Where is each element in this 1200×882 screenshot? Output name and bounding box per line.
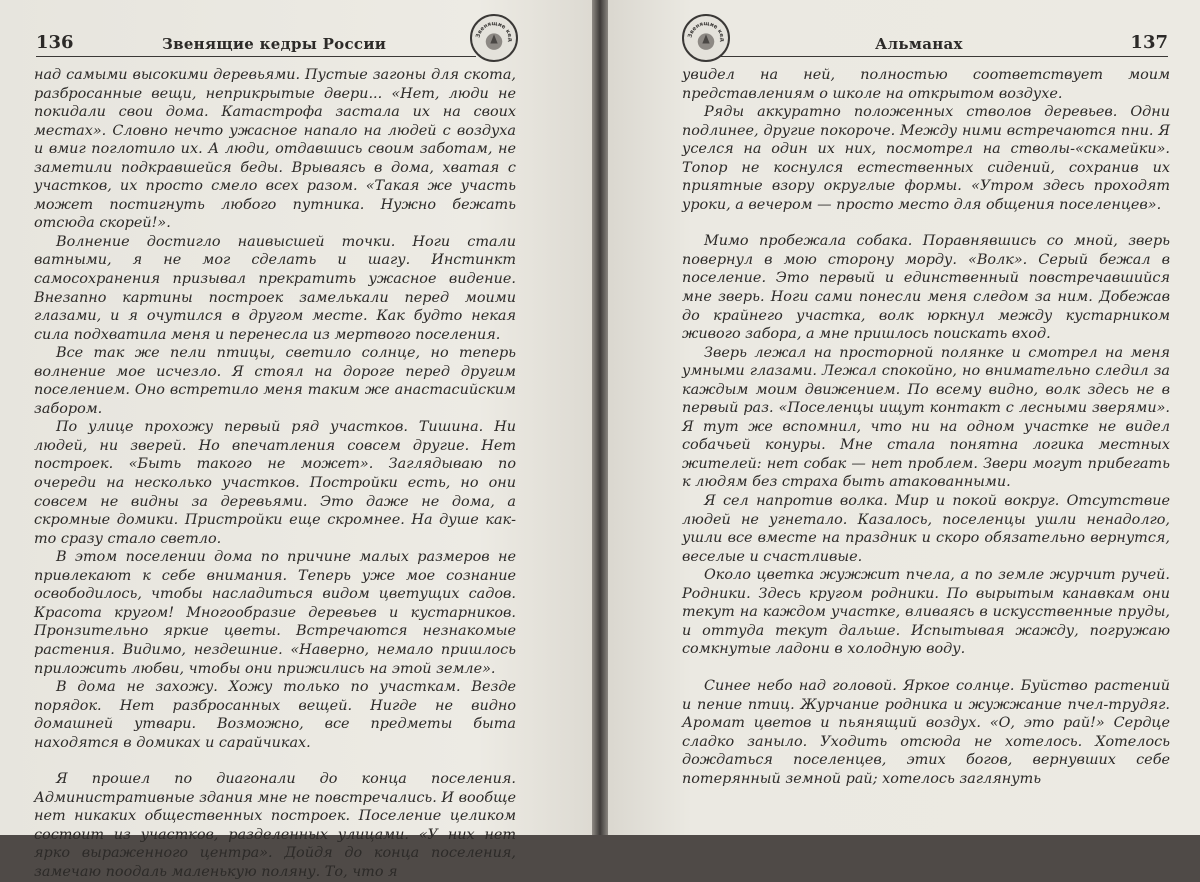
paragraph: над самыми высокими деревьями. Пустые загоны для скота, разбросанные вещи, неприкрытые двери... «Нет, люди не покидали свои дома. Катастрофа застала их на своих местах». Словно нечто ужасное напало на людей с воздуха и вмиг поглотило их. А люди, отдавшись своим заботам, не заметили подкравшейся беды. Врываясь в дома, хватая с участков, их просто смело всех разом. «Такая же участь может постигнуть любого путника. Нужно бежать отсюда скорей!». bbox=[34, 67, 516, 232]
right-page-header bbox=[720, 28, 1168, 57]
left-running-title: Звенящие кедры России bbox=[162, 35, 387, 53]
paragraph: Около цветка жужжит пчела, а по земле журчит ручей. Родники. Здесь кругом родники. По вырытым канавкам они текут на каждом участке, вливаясь в искусственные пруды, и оттуда текут дальше. Испытывая жажду, погружаю сомкнутые ладони в холодную воду. bbox=[682, 567, 1170, 658]
left-page-number: 136 bbox=[36, 32, 74, 53]
right-page-number: 137 bbox=[1130, 32, 1168, 53]
cedar-emblem-icon bbox=[684, 16, 728, 60]
emblem-lettering: Звенящие кед bbox=[475, 21, 513, 42]
paragraph: Я сел напротив волка. Мир и покой вокруг. Отсутствие людей не угнетало. Казалось, поселенцы ушли ненадолго, ушли все вместе на праздник и скоро обязательно вернутся, веселые и счастливые. bbox=[682, 493, 1170, 565]
left-page-header bbox=[36, 28, 476, 57]
paragraph: В дома не захожу. Хожу только по участкам. Везде порядок. Нет разбросанных вещей. Нигде не видно домашней утвари. Возможно, все предметы быта находятся в домиках и сарайчиках. bbox=[34, 679, 516, 751]
paragraph: Я прошел по диагонали до конца поселения. Административные здания мне не повстречались. И вообще нет никаких общественных построек. Поселение целиком состоит из участков, разделенных улицами. «У них нет ярко выраженного центра». Дойдя до конца поселения, замечаю поодаль маленькую поляну. То, что я bbox=[34, 771, 516, 880]
right-page bbox=[602, 0, 1200, 835]
left-page bbox=[0, 0, 598, 880]
right-running-title: Альманах bbox=[875, 35, 963, 53]
paragraph: Волнение достигло наивысшей точки. Ноги стали ватными, я не мог сделать и шагу. Инстинкт самосохранения призывал прекратить ужасное видение. Внезапно картины построек замелькали перед моими глазами, и я очутился в другом месте. Как будто некая сила подхватила меня и перенесла из мертвого поселения. bbox=[34, 233, 516, 343]
paragraph: По улице прохожу первый ряд участков. Тишина. Ни людей, ни зверей. Но впечатления совсем другие. Нет построек. «Быть такого не может». Заглядываю по очереди на несколько участков. Постройки есть, но они совсем не видны за деревьями. Это даже не дома, а скромные домики. Пристройки еще скромнее. На душе как-то сразу стало светло. bbox=[34, 419, 516, 547]
book-gutter bbox=[592, 0, 608, 835]
left-body-text bbox=[34, 66, 516, 882]
right-body-text bbox=[682, 66, 1170, 788]
paragraph: Синее небо над головой. Яркое солнце. Буйство растений и пение птиц. Журчание родника и жужжание пчел-трудяг. Аромат цветов и пьянящий воздух. «О, это рай!» Сердце сладко заныло. Уходить отсюда не хотелось. Хотелось дождаться поселенцев, этих богов, вернувших себе потерянный земной рай; хотелось заглянуть bbox=[682, 677, 1170, 787]
cedar-emblem-icon bbox=[472, 16, 516, 60]
paragraph: Все так же пели птицы, светило солнце, но теперь волнение мое исчезло. Я стоял на дороге перед другим поселением. Оно встретило меня таким же анастасийским забором. bbox=[34, 345, 516, 417]
paragraph: увидел на ней, полностью соответствует моим представлениям о школе на открытом воздухе. bbox=[682, 67, 1170, 102]
emblem-lettering: Звенящие кед bbox=[687, 21, 725, 42]
paragraph: Зверь лежал на просторной полянке и смотрел на меня умными глазами. Лежал спокойно, но внимательно следил за каждым моим движением. По всему видно, волк здесь не в первый раз. «Поселенцы ищут контакт с лесными зверями». Я тут же вспомнил, что ни на одном участке не видел собачьей конуры. Мне стала понятна логика местных жителей: нет собак — нет проблем. Звери могут прибегать к людям без страха быть атакованными. bbox=[682, 344, 1170, 491]
cedar-emblem-logo bbox=[682, 14, 730, 62]
cedar-emblem-logo bbox=[470, 14, 518, 62]
paragraph: Ряды аккуратно положенных стволов деревьев. Одни подлинее, другие покороче. Между ними встречаются пни. Я уселся на один их них, посмотрел на стволы-«скамейки». Топор не коснулся естественных сидений, сохранив их приятные взору округлые формы. «Утром здесь проходят уроки, а вечером — просто место для общения поселенцев». bbox=[682, 104, 1170, 213]
paragraph: Мимо пробежала собака. Поравнявшись со мной, зверь повернул в мою сторону морду. «Волк». Серый бежал в поселение. Это первый и единственный повстречавшийся мне зверь. Ноги сами понесли меня следом за ним. Добежав до крайнего участка, волк юркнул между кустарником живого забора, а мне пришлось поискать вход. bbox=[682, 233, 1170, 343]
paragraph: В этом поселении дома по причине малых размеров не привлекают к себе внимания. Теперь уже мое сознание освободилось, чтобы насладиться видом цветущих садов. Красота кругом! Многообразие деревьев и кустарников. Пронзительно яркие цветы. Встречаются незнакомые растения. Видимо, нездешние. «Наверно, немало пришлось приложить любви, чтобы они прижились на этой земле». bbox=[34, 549, 516, 677]
